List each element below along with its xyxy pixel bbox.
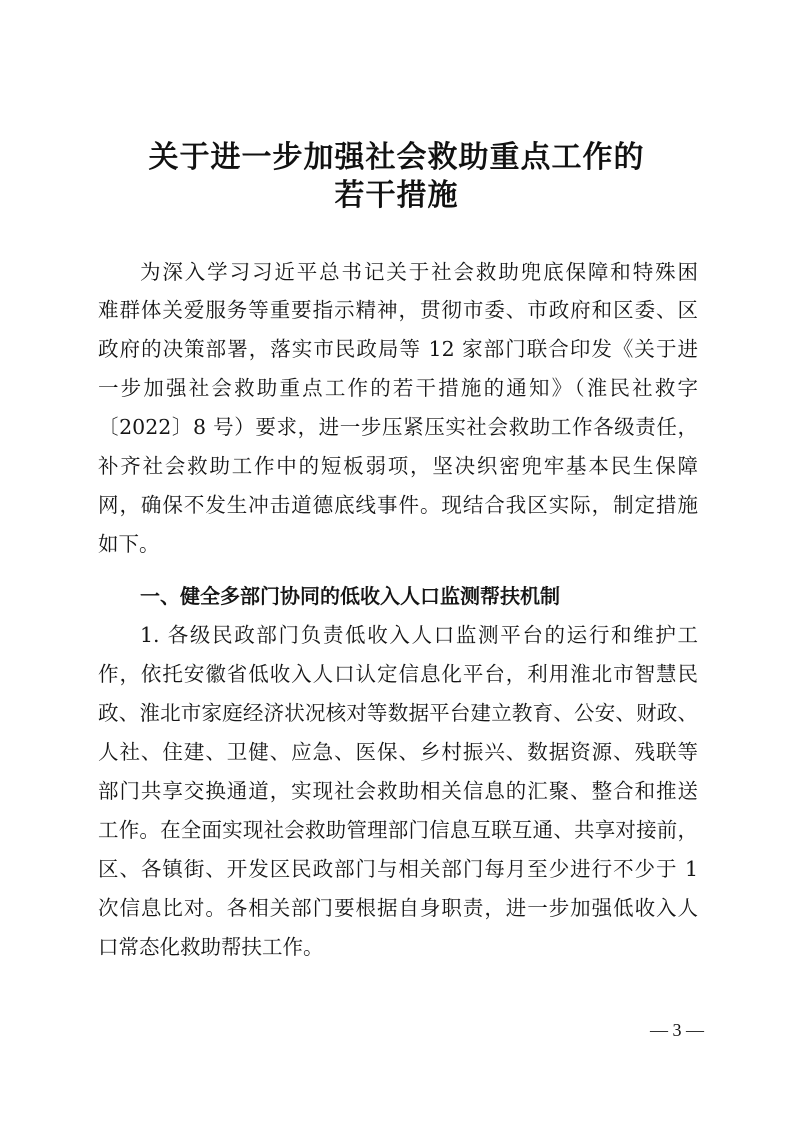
paragraph-line: 部门共享交换通道，实现社会救助相关信息的汇聚、整合和推送 [98,779,698,803]
paragraph-line: 工作。在全面实现社会救助管理部门信息互联互通、共享对接前， [98,818,698,842]
paragraph-line: 次信息比对。各相关部门要根据自身职责，进一步加强低收入人 [98,896,698,920]
paragraph-line: 作，依托安徽省低收入人口认定信息化平台，利用淮北市智慧民 [98,662,698,686]
paragraph-line: 口常态化救助帮扶工作。 [98,935,324,959]
paragraph-line: 1. 各级民政部门负责低收入人口监测平台的运行和维护工 [140,623,698,647]
paragraph-line: 区、各镇街、开发区民政部门与相关部门每月至少进行不少于 1 [98,857,698,881]
paragraph-line: 如下。 [98,532,160,556]
paragraph-line: 难群体关爱服务等重要指示精神，贯彻市委、市政府和区委、区 [98,298,698,322]
paragraph-line: 〔2022〕8 号）要求，进一步压紧压实社会救助工作各级责任， [98,415,698,439]
paragraph-line: 政府的决策部署，落实市民政局等 12 家部门联合印发《关于进 [98,337,698,361]
paragraph-line: 为深入学习习近平总书记关于社会救助兜底保障和特殊困 [140,260,698,284]
paragraph-line: 一步加强社会救助重点工作的若干措施的通知》（淮民社救字 [98,376,698,400]
document-title-line-1: 关于进一步加强社会救助重点工作的 [148,140,645,175]
section-heading: 一、健全多部门协同的低收入人口监测帮扶机制 [140,584,560,608]
paragraph-line: 补齐社会救助工作中的短板弱项，坚决织密兜牢基本民生保障 [98,454,698,478]
paragraph-line: 网，确保不发生冲击道德底线事件。现结合我区实际，制定措施 [98,493,698,517]
document-title-line-2: 若干措施 [334,178,459,213]
paragraph-line: 政、淮北市家庭经济状况核对等数据平台建立教育、公安、财政、 [98,701,698,725]
paragraph-line: 人社、住建、卫健、应急、医保、乡村振兴、数据资源、残联等 [98,740,698,764]
page-number: — 3 — [650,1020,704,1040]
